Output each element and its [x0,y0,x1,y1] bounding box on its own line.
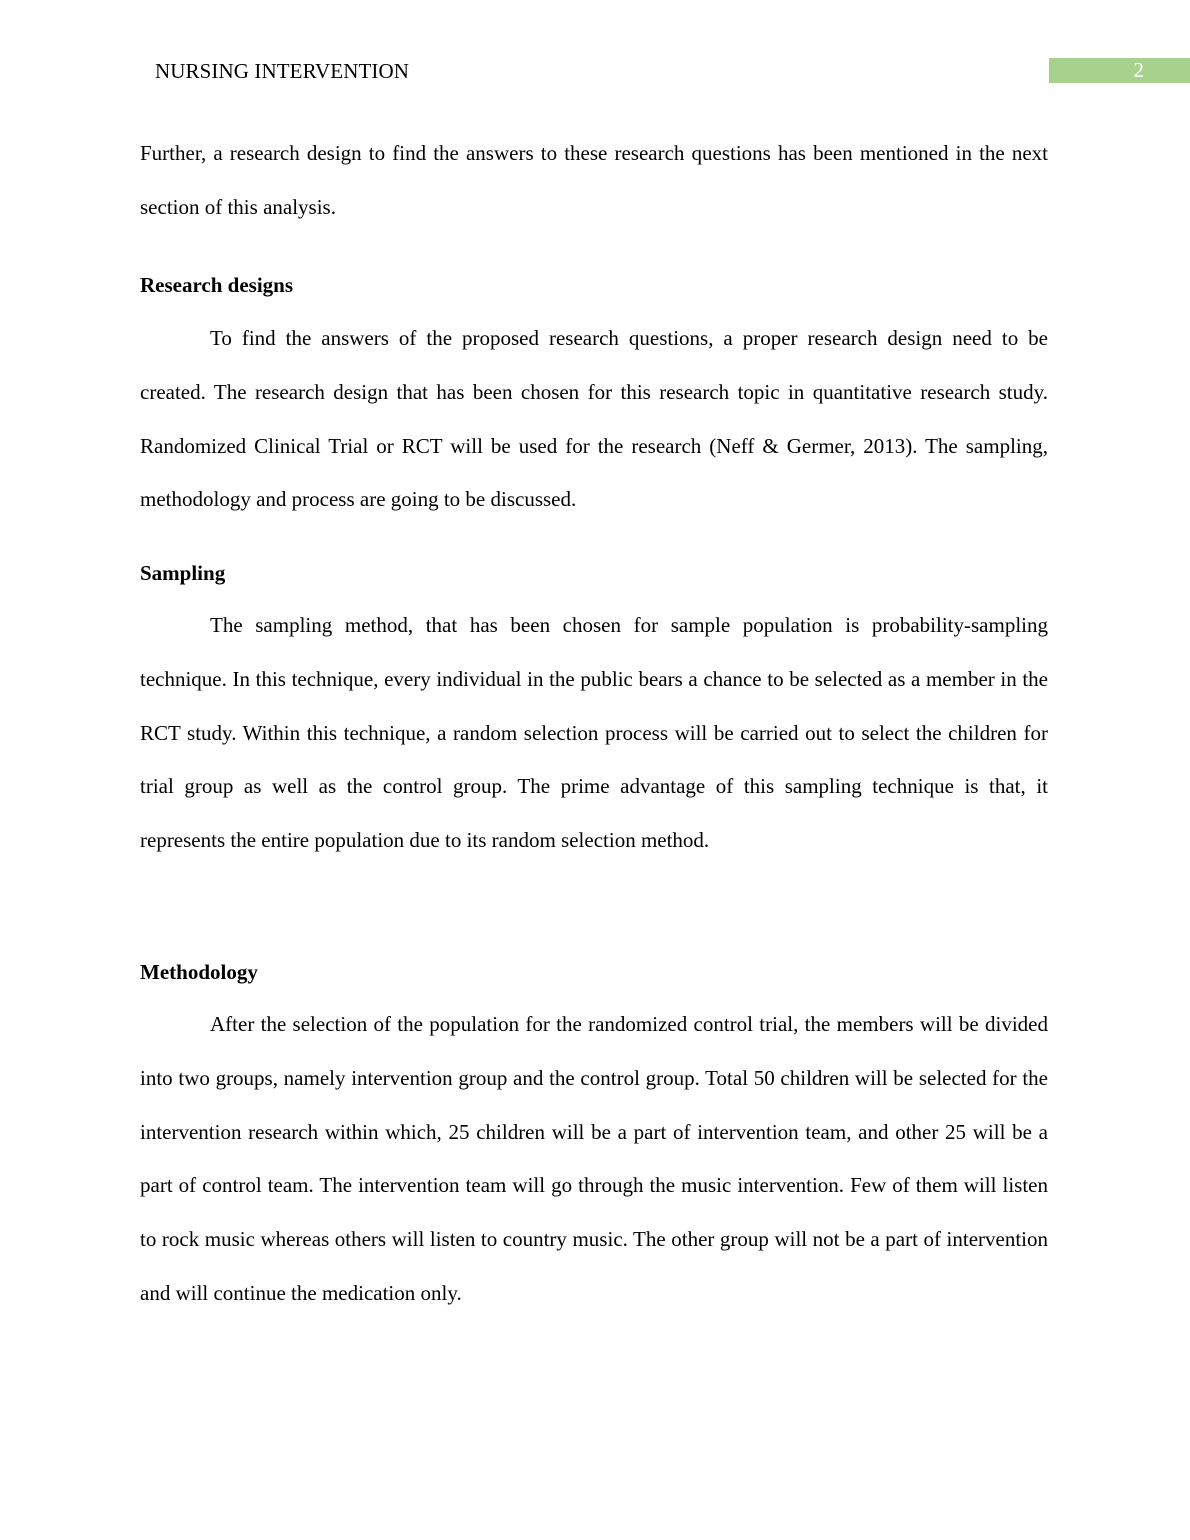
page-number-badge [1049,58,1190,83]
heading-sampling: Sampling [140,561,226,585]
paragraph-methodology: After the selection of the population for the randomized control trial, the members will be divided into two groups, namely intervention group and the control group. Total 50 children will be selected for the intervention research within which, 25 children will be a part of intervention team, and other 25 will be a part of control team. The intervention team will go through the music intervention. Few of them will listen to rock music whereas others will listen to country music. The other group will not be a part of intervention and will continue the medication only. [140,1012,1048,1305]
heading-methodology: Methodology [140,960,258,984]
heading-research-designs: Research designs [140,273,294,297]
paragraph-sampling: The sampling method, that has been chosen for sample population is probability-sampling technique. In this technique, every individual in the public bears a chance to be selected as a member in the RCT study. Within this technique, a random selection process will be carried out to select the children for trial group as well as the control group. The prime advantage of this sampling technique is that, it represents the entire population due to its random selection method. [140,613,1048,853]
intro-paragraph: Further, a research design to find the answers to these research questions has been mentioned in the next section of this analysis. [140,141,1048,219]
page-number: 2 [1133,58,1144,82]
paragraph-research-designs: To find the answers of the proposed research questions, a proper research design need to be created. The research design that has been chosen for this research topic in quantitative research study. Randomized Clinical Trial or RCT will be used for the research (Neff & Germer, 2013). The sampling, methodology and process are going to be discussed. [140,326,1048,512]
running-head-title: NURSING INTERVENTION [155,59,410,83]
